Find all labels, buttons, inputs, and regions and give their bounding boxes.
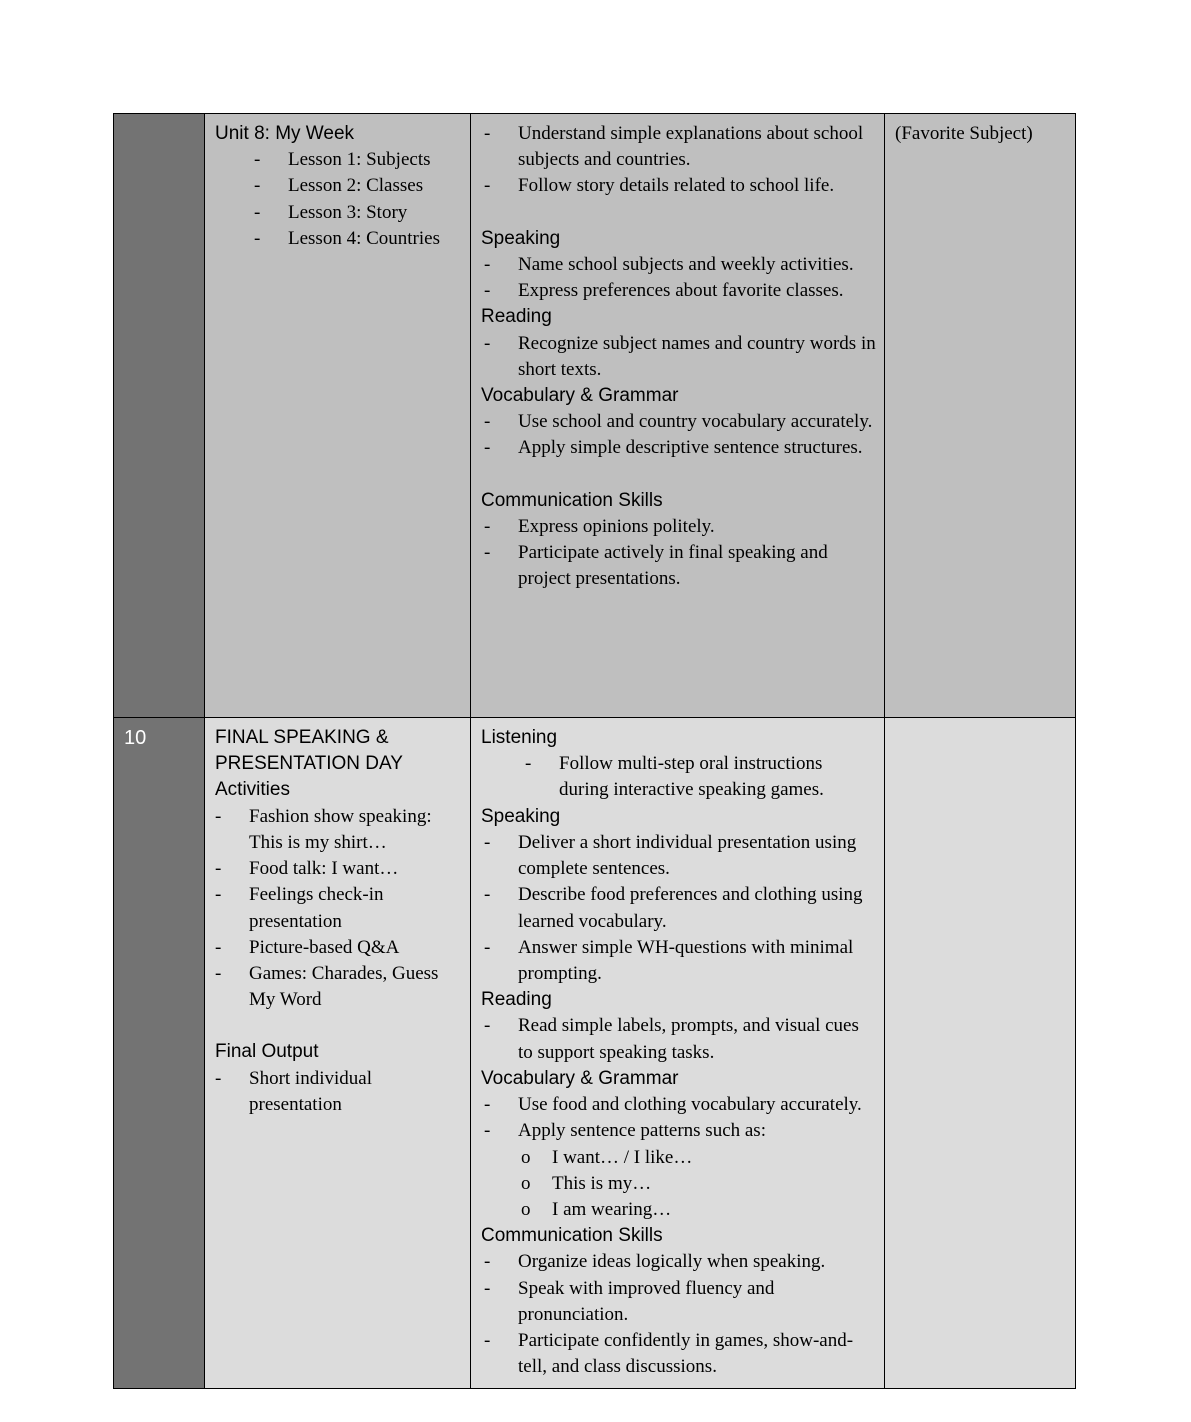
- activities-heading: Activities: [215, 779, 290, 801]
- reading-heading: Reading: [481, 989, 552, 1011]
- list-item: [484, 830, 876, 882]
- bullet-dash: -: [484, 1094, 491, 1116]
- spacer: [481, 200, 876, 226]
- bullet-dash: -: [484, 1120, 491, 1142]
- bullet-dash: -: [484, 175, 491, 197]
- listening-heading: Listening: [481, 727, 558, 748]
- objective-subtext: This is my…: [552, 1172, 652, 1194]
- list-item: [484, 1013, 876, 1065]
- bullet-dash: -: [484, 831, 491, 853]
- unit-cell-row1: [205, 114, 471, 718]
- curriculum-table: [113, 113, 1076, 1389]
- bullet-dash: -: [215, 805, 222, 827]
- list-item: [484, 514, 876, 540]
- speaking-heading: Speaking: [481, 805, 561, 827]
- list-item: [484, 1118, 876, 1144]
- bullet-dash: -: [525, 753, 532, 775]
- objective-text: Organize ideas logically when speaking.: [518, 1251, 826, 1273]
- list-item: [484, 882, 876, 934]
- objective-text: Use food and clothing vocabulary accurately.: [518, 1094, 862, 1116]
- objectives-cell-row1: [471, 114, 885, 718]
- objective-text: Answer simple WH-questions with minimal prompting.: [518, 936, 854, 984]
- objective-text: Follow story details related to school life.: [518, 175, 835, 197]
- list-item: [254, 173, 462, 199]
- activities-cell-row2: [205, 718, 471, 1389]
- bullet-dash: -: [254, 175, 261, 197]
- bullet-dash: -: [484, 437, 491, 459]
- list-item: [484, 1328, 876, 1380]
- bullet-circle: o: [521, 1198, 531, 1220]
- activity-text: Feelings check-in presentation: [249, 884, 384, 932]
- final-day-title: FINAL SPEAKING & PRESENTATION DAY: [215, 727, 403, 775]
- week-number: 10: [124, 727, 147, 749]
- activity-text: Picture-based Q&A: [249, 936, 400, 958]
- list-item: [215, 961, 462, 1013]
- list-item: [215, 856, 462, 882]
- spacer: [215, 1013, 462, 1039]
- notes-cell-row1: [885, 114, 1076, 718]
- objective-text: Express preferences about favorite classes.: [518, 280, 844, 302]
- list-item: [484, 1276, 876, 1328]
- bullet-dash: -: [215, 962, 222, 984]
- bullet-dash: -: [484, 1251, 491, 1273]
- objective-text: Follow multi-step oral instructions during interactive speaking games.: [559, 753, 824, 801]
- objective-text: Read simple labels, prompts, and visual cues to support speaking tasks.: [518, 1015, 859, 1063]
- objective-text: Use school and country vocabulary accurately.: [518, 411, 873, 433]
- list-item: [484, 173, 876, 199]
- unit-title: Unit 8: My Week: [215, 123, 355, 144]
- objective-text: Participate confidently in games, show-and-tell, and class discussions.: [518, 1330, 854, 1378]
- activity-text: Games: Charades, Guess My Word: [249, 962, 439, 1011]
- list-item: [215, 1066, 462, 1118]
- list-item: [484, 252, 876, 278]
- bullet-dash: -: [215, 936, 222, 958]
- bullet-dash: -: [215, 1067, 222, 1089]
- bullet-dash: -: [484, 253, 491, 275]
- list-item: [521, 1145, 876, 1171]
- objective-text: Name school subjects and weekly activities.: [518, 253, 854, 275]
- list-item: [521, 1197, 876, 1223]
- list-item: [484, 935, 876, 987]
- lesson-text: Lesson 1: Subjects: [288, 149, 431, 171]
- list-item: [254, 226, 462, 252]
- week-cell-row2: [114, 718, 205, 1389]
- bullet-dash: -: [484, 936, 491, 958]
- communication-skills-heading: Communication Skills: [481, 489, 663, 511]
- bullet-dash: -: [484, 1330, 491, 1352]
- bullet-dash: -: [484, 332, 491, 354]
- activity-text: Short individual presentation: [249, 1067, 372, 1115]
- bullet-dash: -: [254, 201, 261, 223]
- list-item: [484, 278, 876, 304]
- list-item: [484, 121, 876, 173]
- bullet-dash: -: [484, 515, 491, 537]
- objective-subtext: I want… / I like…: [552, 1146, 693, 1168]
- bullet-dash: -: [484, 1015, 491, 1037]
- list-item: [484, 540, 876, 592]
- notes-cell-row2: [885, 718, 1076, 1389]
- bullet-dash: -: [484, 542, 491, 564]
- reading-heading: Reading: [481, 306, 552, 328]
- bullet-dash: -: [484, 1277, 491, 1299]
- spacer: [481, 462, 876, 488]
- bullet-dash: -: [215, 884, 222, 906]
- list-item: [215, 882, 462, 934]
- communication-skills-heading: Communication Skills: [481, 1225, 663, 1247]
- lesson-text: Lesson 4: Countries: [288, 227, 440, 249]
- list-item: [254, 200, 462, 226]
- list-item: [484, 1092, 876, 1118]
- vocab-grammar-heading: Vocabulary & Grammar: [481, 384, 679, 406]
- activity-text: Fashion show speaking: This is my shirt…: [249, 805, 432, 853]
- activity-text: Food talk: I want…: [249, 858, 399, 880]
- list-item: [484, 331, 876, 383]
- list-item: [254, 147, 462, 173]
- objective-text: Speak with improved fluency and pronunciation.: [518, 1277, 775, 1325]
- objective-text: Apply simple descriptive sentence structures.: [518, 437, 863, 459]
- final-output-heading: Final Output: [215, 1041, 319, 1063]
- bullet-dash: -: [215, 858, 222, 880]
- vocab-grammar-heading: Vocabulary & Grammar: [481, 1067, 679, 1089]
- list-item: [521, 1171, 876, 1197]
- objective-text: Apply sentence patterns such as:: [518, 1120, 766, 1142]
- objective-text: Describe food preferences and clothing using learned vocabulary.: [518, 884, 863, 932]
- objective-text: Recognize subject names and country words in short texts.: [518, 332, 876, 380]
- bullet-dash: -: [254, 149, 261, 171]
- list-item: [484, 1249, 876, 1275]
- objective-text: Understand simple explanations about school subjects and countries.: [518, 123, 864, 171]
- bullet-dash: -: [484, 280, 491, 302]
- lesson-text: Lesson 2: Classes: [288, 175, 424, 197]
- bullet-circle: o: [521, 1146, 531, 1168]
- list-item: [525, 751, 876, 803]
- objective-text: Participate actively in final speaking and project presentations.: [518, 542, 828, 590]
- bullet-circle: o: [521, 1172, 531, 1194]
- notes-text: (Favorite Subject): [895, 123, 1033, 144]
- list-item: [484, 409, 876, 435]
- bullet-dash: -: [484, 884, 491, 906]
- objectives-cell-row2: [471, 718, 885, 1389]
- lesson-text: Lesson 3: Story: [288, 201, 408, 223]
- list-item: [215, 935, 462, 961]
- list-item: [215, 804, 462, 856]
- speaking-heading: Speaking: [481, 227, 561, 249]
- list-item: [484, 435, 876, 461]
- week-cell-row1: [114, 114, 205, 718]
- objective-subtext: I am wearing…: [552, 1198, 672, 1220]
- bullet-dash: -: [484, 411, 491, 433]
- bullet-dash: -: [254, 227, 261, 249]
- objective-text: Express opinions politely.: [518, 515, 715, 537]
- bullet-dash: -: [484, 123, 491, 144]
- objective-text: Deliver a short individual presentation using complete sentences.: [518, 831, 857, 880]
